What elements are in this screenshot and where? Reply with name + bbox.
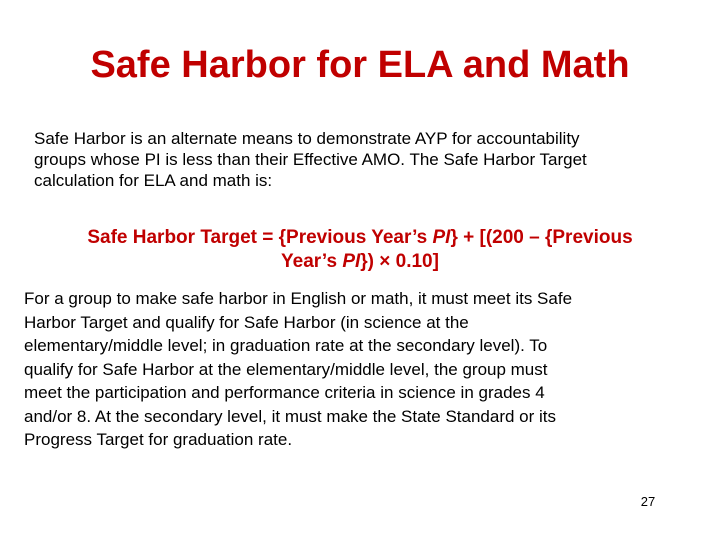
body-line: Progress Target for graduation rate. [24, 430, 293, 449]
intro-line: groups whose PI is less than their Effective AMO. The Safe Harbor Target [34, 150, 587, 169]
body-line: For a group to make safe harbor in English or math, it must meet its Safe [24, 289, 573, 308]
safe-harbor-formula [20, 226, 700, 274]
intro-paragraph [34, 128, 694, 191]
slide-title: Safe Harbor for ELA and Math [90, 44, 630, 86]
formula-text: Safe Harbor Target = {Previous Year’s [87, 227, 433, 248]
body-line: meet the participation and performance criteria in science in grades 4 [24, 383, 545, 402]
body-line: elementary/middle level; in graduation rate at the secondary level). To [24, 336, 548, 355]
intro-line: Safe Harbor is an alternate means to demonstrate AYP for accountability [34, 129, 580, 148]
formula-pi: PI [342, 251, 361, 272]
formula-line-2 [20, 250, 700, 274]
formula-text: } + [(200 – {Previous [450, 227, 633, 248]
body-line: qualify for Safe Harbor at the elementary/middle level, the group must [24, 359, 548, 379]
page-number: 27 [640, 494, 656, 509]
formula-line-1 [20, 226, 700, 250]
body-line: and/or 8. At the secondary level, it must make the State Standard or its [24, 406, 557, 426]
formula-text: Year’s [281, 251, 343, 272]
formula-text: }) × 0.10] [360, 251, 439, 272]
formula-pi: PI [432, 227, 451, 248]
body-paragraph [24, 287, 704, 452]
intro-line: calculation for ELA and math is: [34, 171, 273, 190]
body-line: Harbor Target and qualify for Safe Harbor (in science at the [24, 312, 469, 332]
